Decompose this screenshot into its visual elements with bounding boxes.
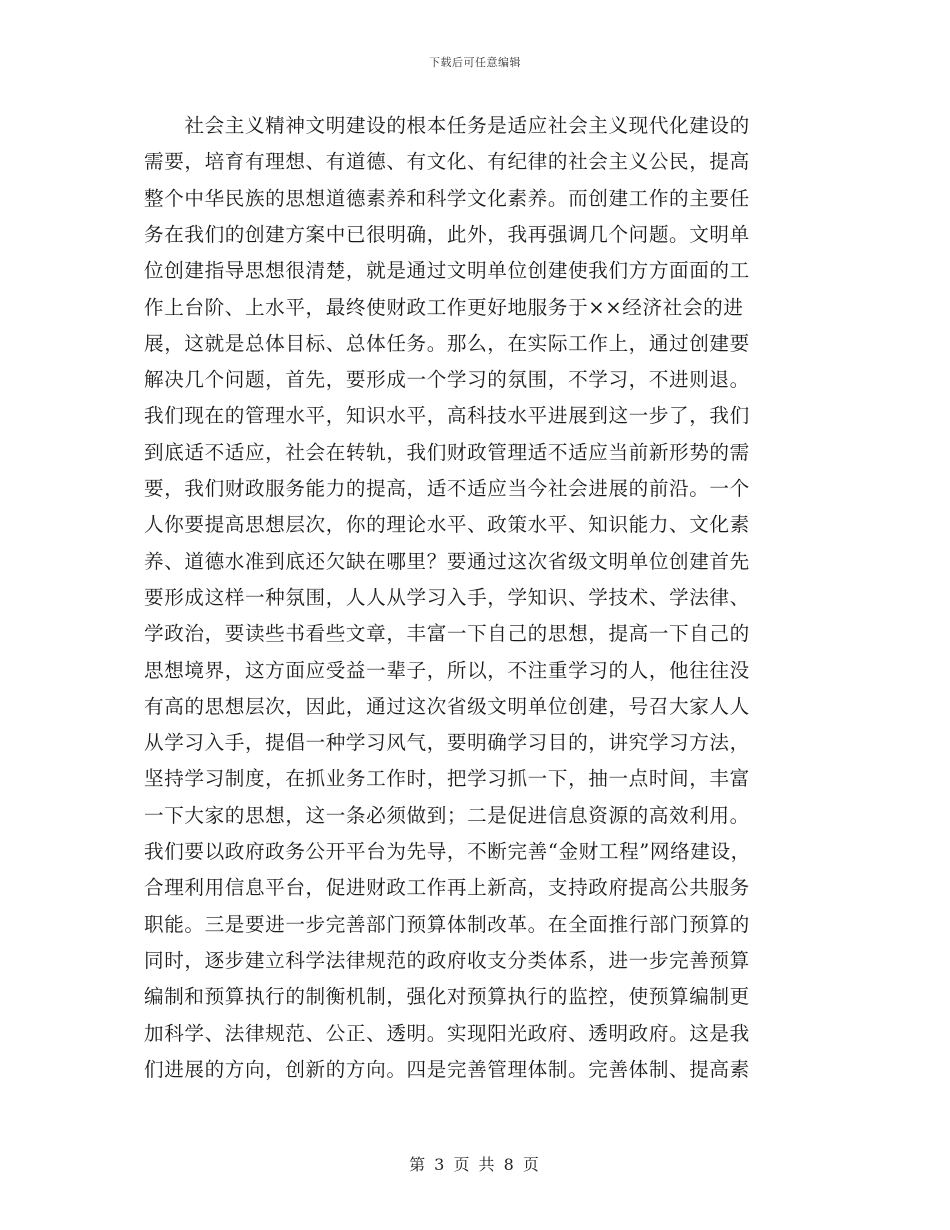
text-line: 一下大家的思想，这一条必须做到；二是促进信息资源的高效利用。	[144, 803, 750, 827]
text-line: 整个中华民族的思想道德素养和科学文化素养。而创建工作的主要任	[144, 186, 750, 210]
text-line: 学政治，要读些书看些文章，丰富一下自己的思想，提高一下自己的	[144, 622, 750, 646]
text-line: 同时，逐步建立科学法律规范的政府收支分类体系，进一步完善预算	[144, 948, 750, 972]
text-line: 编制和预算执行的制衡机制，强化对预算执行的监控，使预算编制更	[144, 985, 750, 1009]
text-line: 要，我们财政服务能力的提高，适不适应当今社会进展的前沿。一个	[144, 477, 750, 500]
text-line: 职能。三是要进一步完善部门预算体制改革。在全面推行部门预算的	[144, 912, 750, 936]
text-line: 加科学、法律规范、公正、透明。实现阳光政府、透明政府。这是我	[144, 1021, 750, 1045]
text-line: 们进展的方向，创新的方向。四是完善管理体制。完善体制、提高素	[144, 1057, 750, 1081]
text-line: 需要，培育有理想、有道德、有文化、有纪律的社会主义公民，提高	[144, 150, 750, 174]
text-line: 养、道德水准到底还欠缺在哪里？要通过这次省级文明单位创建首先	[144, 549, 750, 573]
text-line: 解决几个问题，首先，要形成一个学习的氛围，不学习，不进则退。	[144, 368, 750, 392]
text-line: 我们现在的管理水平，知识水平，高科技水平进展到这一步了，我们	[144, 404, 750, 428]
text-line: 人你要提高思想层次，你的理论水平、政策水平、知识能力、文化素	[144, 513, 750, 537]
page-header-note: 下载后可任意编辑	[429, 56, 521, 69]
text-line: 展，这就是总体目标、总体任务。那么，在实际工作上，通过创建要	[144, 331, 750, 355]
text-line: 我们要以政府政务公开平台为先导，不断完善“金财工程”网络建设，	[144, 840, 751, 863]
text-line: 到底适不适应，社会在转轨，我们财政管理适不适应当前新形势的需	[144, 440, 750, 464]
text-line: 有高的思想层次，因此，通过这次省级文明单位创建，号召大家人人	[144, 694, 750, 718]
page-number-footer: 第 3 页 共 8 页	[409, 1155, 541, 1174]
text-line: 坚持学习制度，在抓业务工作时，把学习抓一下，抽一点时间，丰富	[144, 767, 750, 791]
text-line: 要形成这样一种氛围，人人从学习入手，学知识、学技术、学法律、	[144, 585, 750, 609]
text-line: 作上台阶、上水平，最终使财政工作更好地服务于××经济社会的进	[144, 295, 744, 319]
text-line: 位创建指导思想很清楚，就是通过文明单位创建使我们方方面面的工	[144, 259, 750, 283]
text-line: 合理利用信息平台，促进财政工作再上新高，支持政府提高公共服务	[144, 876, 750, 900]
text-line: 务在我们的创建方案中已很明确，此外，我再强调几个问题。文明单	[144, 222, 750, 246]
text-line: 思想境界，这方面应受益一辈子，所以，不注重学习的人，他往往没	[144, 658, 750, 682]
text-line: 社会主义精神文明建设的根本任务是适应社会主义现代化建设的	[144, 114, 750, 137]
text-line: 从学习入手，提倡一种学习风气，要明确学习目的，讲究学习方法，	[144, 731, 750, 755]
